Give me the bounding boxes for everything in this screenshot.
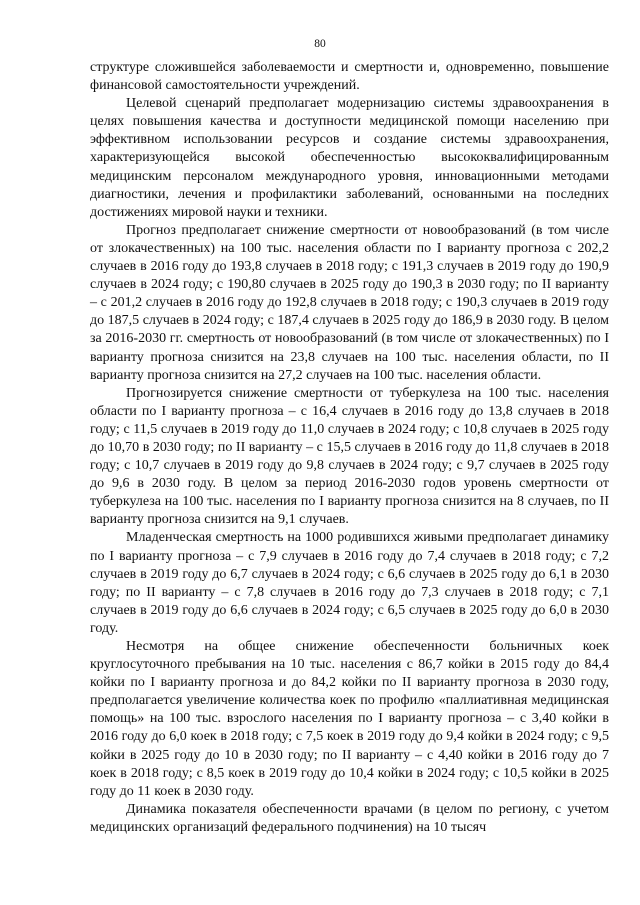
paragraph: Несмотря на общее снижение обеспеченности больничных коек круглосуточного пребывания на 10 тыс. населения с 86,7 койки в 2015 году до 84,4 койки по I варианту прогноза и до 84,2 койки по II варианту прогноза в 2030 году, предполагается увеличение количества коек по профилю «паллиативная медицинская помощь» на 100 тыс. взрослого населения по I варианту прогноза – с 3,40 койки в 2016 году до 6,0 коек в 2018 году; с 7,5 коек в 2019 году до 9,4 койки в 2024 году; с 9,5 койки в 2025 году до 10 в 2030 году; по II варианту – с 4,40 койки в 2016 году до 7 коек в 2018 году; с 8,5 коек в 2019 году до 10,4 койки в 2024 году; с 10,5 койки в 2025 году до 11 коек в 2030 году. bbox=[90, 639, 609, 799]
paragraph: Младенческая смертность на 1000 родившихся живыми предполагает динамику по I варианту прогноза – с 7,9 случаев в 2016 году до 7,4 случаев в 2018 году; с 7,2 случаев в 2019 году до 6,7 случаев в 2024 году; с 6,6 случаев в 2025 году до 6,1 в 2030 году; по II варианту – с 7,8 случаев в 2016 году до 7,3 случаев в 2018 году; с 7,1 случаев в 2019 году до 6,6 случаев в 2024 году; с 6,5 случаев в 2025 году до 6,0 в 2030 году. bbox=[90, 530, 609, 636]
paragraph: Динамика показателя обеспеченности врачами (в целом по региону, с учетом медицинских организаций федерального подчинения) на 10 тысяч bbox=[90, 801, 609, 835]
page-number: 80 bbox=[314, 38, 326, 50]
paragraph: Прогнозируется снижение смертности от туберкулеза на 100 тыс. населения области по I варианту прогноза – с 16,4 случаев в 2016 году до 13,8 случаев в 2018 году; с 11,5 случаев в 2019 году до 11,0 случаев в 2024 году; с 10,8 случаев в 2025 году до 10,70 в 2030 году; по II варианту – с 15,5 случаев в 2016 году до 11,8 случаев в 2018 году; с 10,7 случаев в 2019 году до 9,8 случаев в 2024 году; с 9,7 случаев в 2025 году до 9,6 в 2030 году. В целом за период 2016-2030 годов уровень смертности от туберкулеза на 100 тыс. населения по I варианту прогноза снизится на 8 случаев, по II варианту прогноза снизится на 9,1 случаев. bbox=[90, 385, 609, 528]
paragraph: Прогноз предполагает снижение смертности от новообразований (в том числе от злокачественных) на 100 тыс. населения области по I варианту прогноза с 202,2 случаев в 2016 году до 193,8 случаев в 2018 году; с 191,3 случаев в 2019 году до 190,9 случаев в 2024 году; с 190,80 случаев в 2025 году до 190,3 в 2030 году; по II варианту – с 201,2 случаев в 2016 году до 192,8 случаев в 2018 году; с 190,3 случаев в 2019 году до 187,5 случаев в 2024 году; с 187,4 случаев в 2025 году до 186,9 в 2030 году. В целом за 2016-2030 гг. смертность от новообразований (в том числе от злокачественных) по I варианту прогноза снизится на 23,8 случаев на 100 тыс. населения области, по II варианту прогноза снизится на 27,2 случаев на 100 тыс. населения области. bbox=[90, 222, 609, 383]
body-text bbox=[90, 59, 609, 837]
paragraph: структуре сложившейся заболеваемости и смертности и, одновременно, повышение финансовой самостоятельности учреждений. bbox=[90, 60, 609, 94]
paragraph: Целевой сценарий предполагает модернизацию системы здравоохранения в целях повышения качества и доступности медицинской помощи населению при эффективном использовании ресурсов и создание системы здравоохранения, характеризующейся высокой обеспеченностью высококвалифицированным медицинским персоналом международного уровня, инновационными методами диагностики, лечения и профилактики заболеваний, основанными на последних достижениях мировой науки и техники. bbox=[90, 96, 609, 220]
